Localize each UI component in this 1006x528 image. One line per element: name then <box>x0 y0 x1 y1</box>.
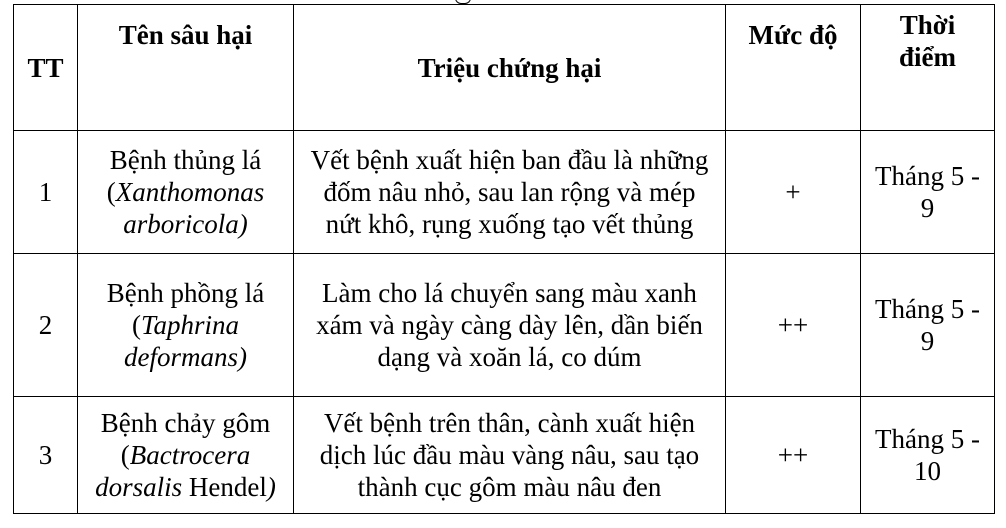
latin-open: ( <box>106 177 116 207</box>
row-tt: 3 <box>14 397 78 514</box>
row-time <box>861 254 995 397</box>
row-name <box>78 254 294 397</box>
latin-open: ( <box>120 440 130 470</box>
row-time <box>861 131 995 254</box>
disease-name: Bệnh thủng lá <box>109 145 262 175</box>
row-tt: 1 <box>14 131 78 254</box>
row-symptom: Vết bệnh trên thân, cành xuất hiện dịch lúc đầu màu vàng nâu, sau tạo thành cục gôm màu nâu đen <box>294 397 726 514</box>
row-time-label: Tháng 5 - 9 <box>875 294 980 356</box>
table-row <box>14 131 995 254</box>
header-time <box>861 5 995 131</box>
header-tt: TT <box>14 5 78 131</box>
row-name <box>78 131 294 254</box>
table-header-row <box>14 5 995 131</box>
latin-open: ( <box>131 310 141 340</box>
row-symptom: Vết bệnh xuất hiện ban đầu là những đốm nâu nhỏ, sau lan rộng và mép nứt khô, rụng xuống tạo vết thủng <box>294 131 726 254</box>
row-tt: 2 <box>14 254 78 397</box>
row-level: ++ <box>726 254 861 397</box>
disease-name: Bệnh phồng lá <box>106 278 265 308</box>
latin-close: ) <box>266 472 276 502</box>
header-name: Tên sâu hại <box>78 5 294 131</box>
row-name <box>78 397 294 514</box>
row-time-label: Tháng 5 - 10 <box>875 424 980 486</box>
latin-name: Xanthomonas arboricola) <box>115 177 265 239</box>
pest-table <box>13 4 995 514</box>
latin-name: Taphrina deformans) <box>124 310 247 372</box>
table-row <box>14 254 995 397</box>
row-time <box>861 397 995 514</box>
row-level: ++ <box>726 397 861 514</box>
disease-name: Bệnh chảy gôm <box>100 408 271 438</box>
latin-author: Hendel <box>182 472 267 502</box>
row-time-label: Tháng 5 - 9 <box>875 161 980 223</box>
row-symptom: Làm cho lá chuyển sang màu xanh xám và ngày càng dày lên, dần biến dạng và xoăn lá, co dúm <box>294 254 726 397</box>
latin-name: Bactrocera dorsalis <box>95 440 251 502</box>
header-symptom: Triệu chứng hại <box>294 5 726 131</box>
table-row <box>14 397 995 514</box>
header-time-label: Thời điểm <box>899 10 956 72</box>
header-level: Mức độ <box>726 5 861 131</box>
row-level: + <box>726 131 861 254</box>
